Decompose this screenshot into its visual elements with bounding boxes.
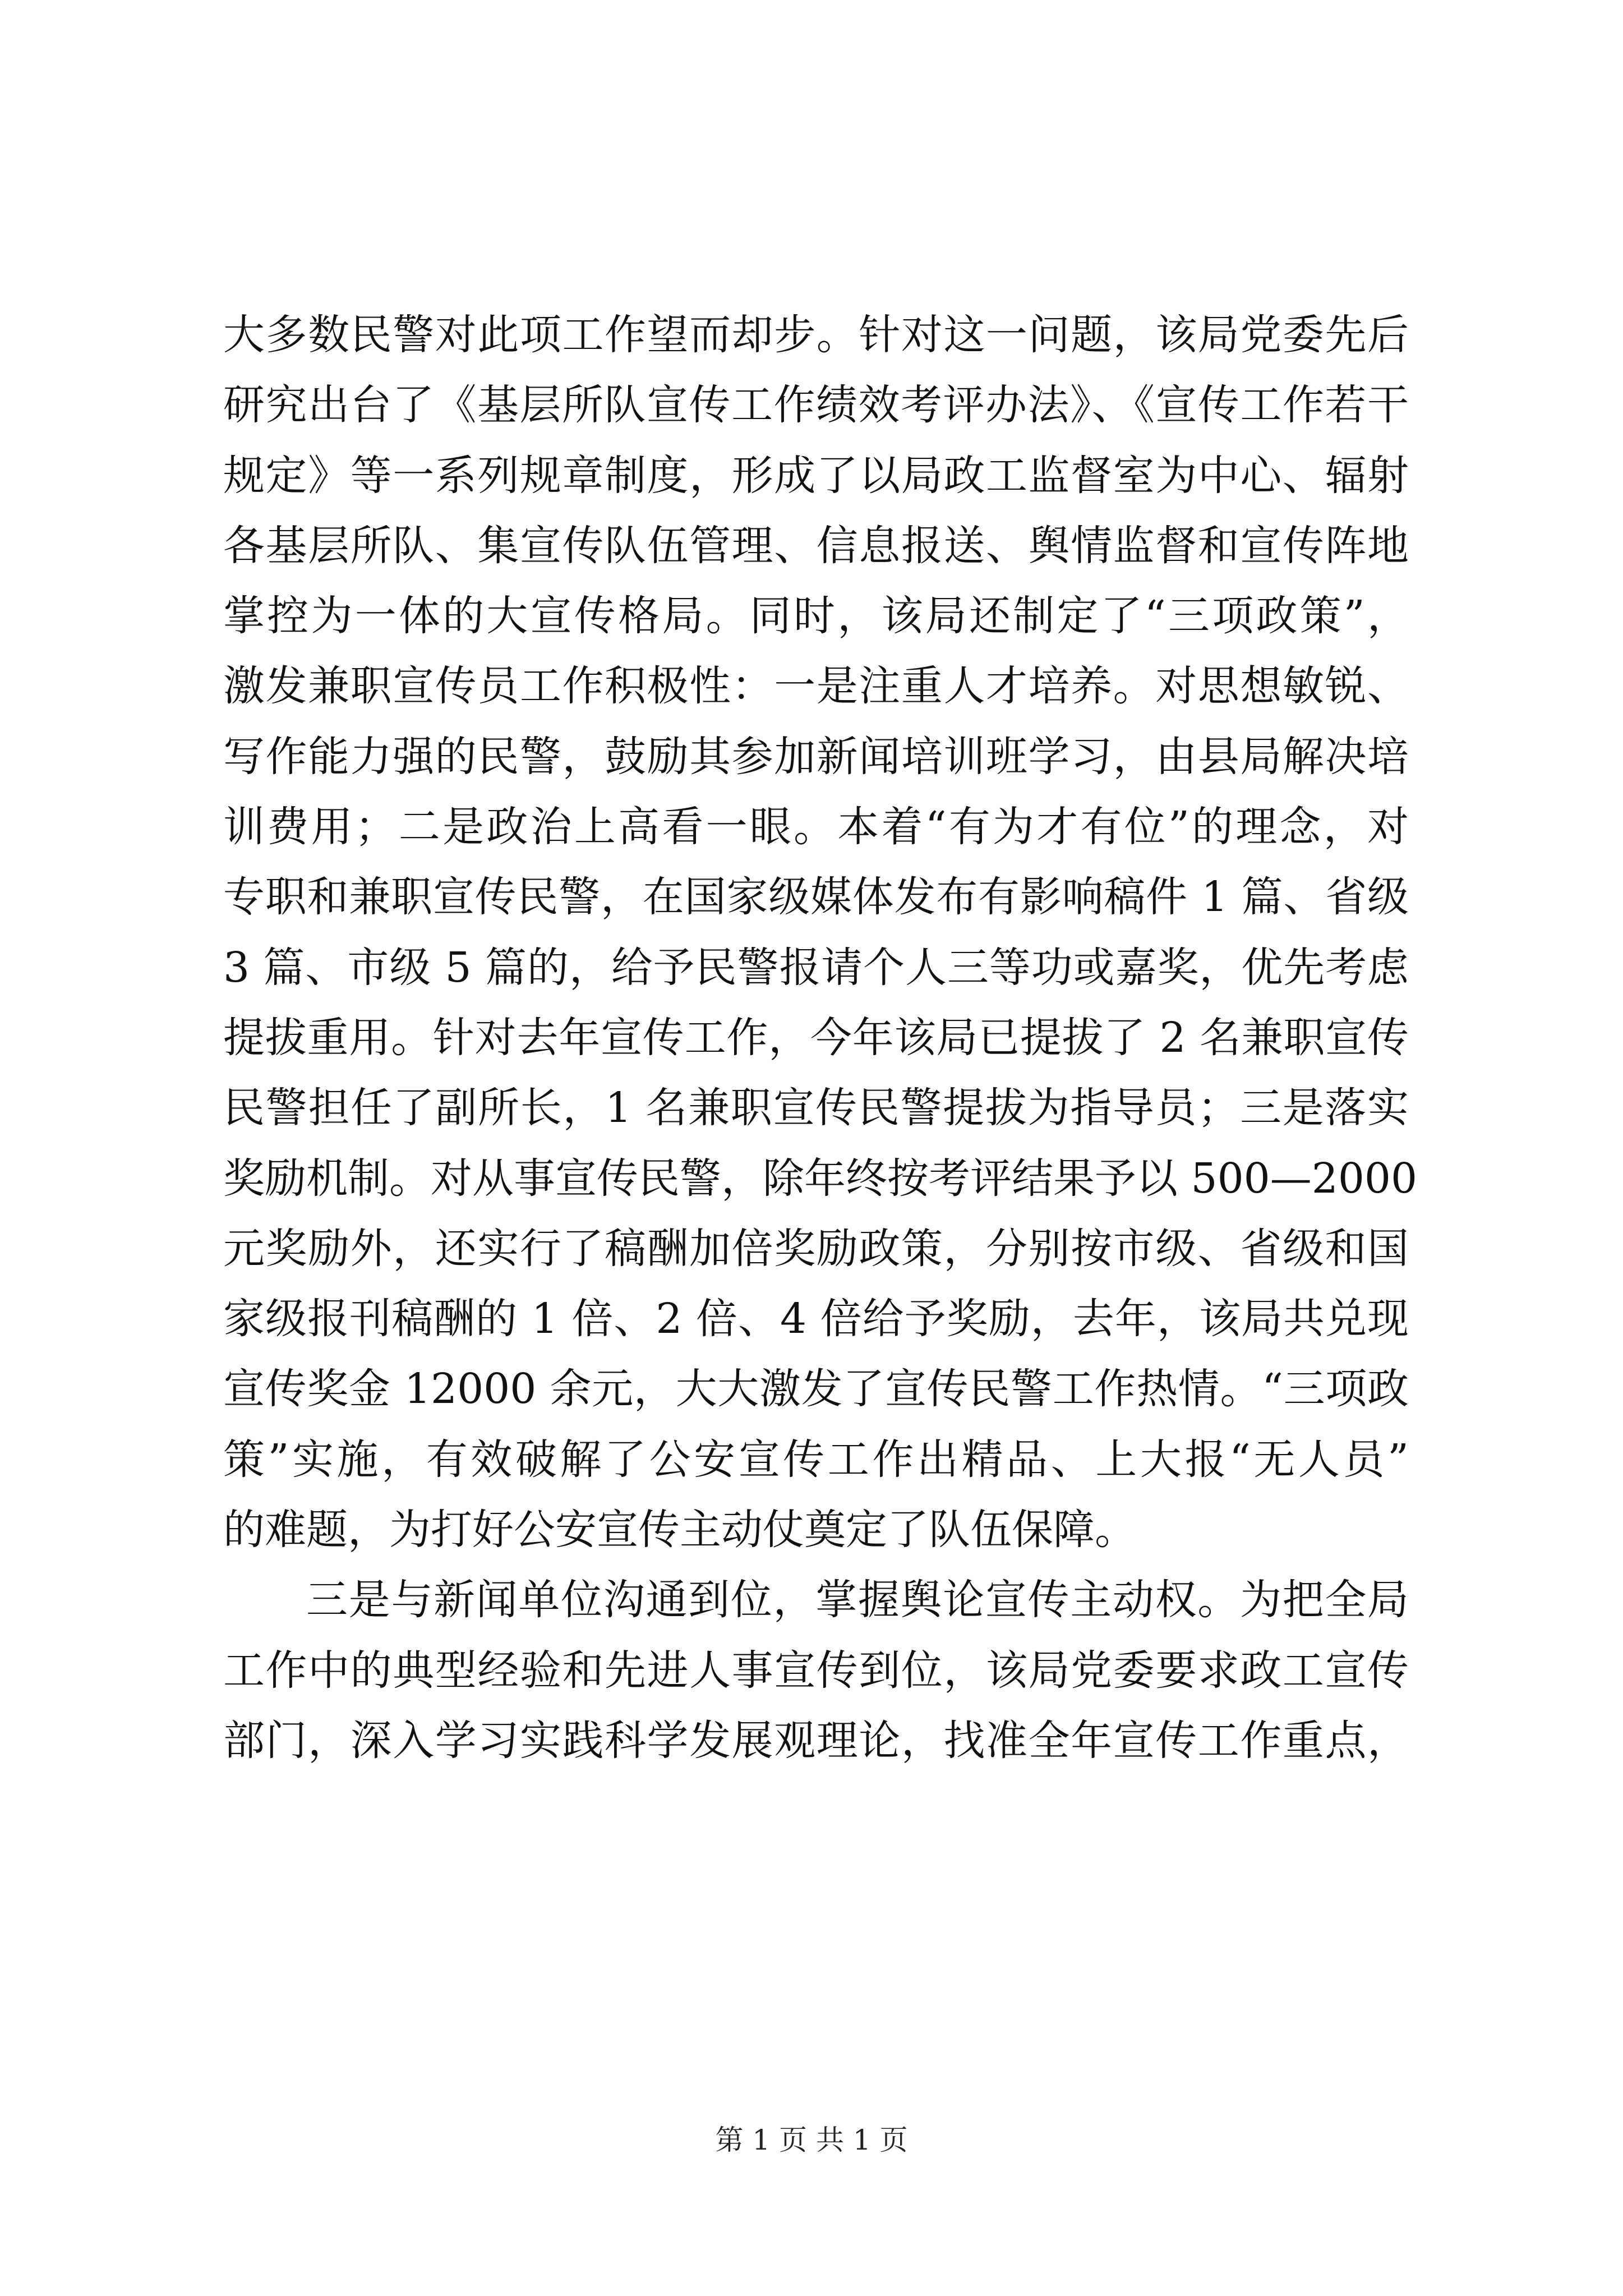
body-text [223, 300, 1418, 1776]
text-line: 策”实施，有效破解了公安宣传工作出精品、上大报“无人员” [223, 1435, 1409, 1484]
text-line: 训费用；二是政治上高看一眼。本着“有为才有位”的理念，对 [223, 803, 1409, 852]
text-line: 激发兼职宣传员工作积极性：一是注重人才培养。对思想敏锐、 [223, 662, 1409, 711]
page-number-footer: 第 1 页 共 1 页 [715, 2124, 908, 2156]
text-line: 规定》等一系列规章制度，形成了以局政工监督室为中心、辐射 [223, 451, 1409, 500]
text-line: 的难题，为打好公安宣传主动仗奠定了队伍保障。 [223, 1506, 1136, 1554]
text-line: 3 篇、市级 5 篇的，给予民警报请个人三等功或嘉奖，优先考虑 [223, 943, 1409, 992]
text-line: 部门，深入学习实践科学发展观理论，找准全年宣传工作重点， [223, 1716, 1409, 1765]
text-line: 民警担任了副所长，1 名兼职宣传民警提拔为指导员；三是落实 [223, 1084, 1409, 1133]
text-line: 专职和兼职宣传民警，在国家级媒体发布有影响稿件 1 篇、省级 [223, 873, 1409, 922]
text-line: 写作能力强的民警，鼓励其参加新闻培训班学习，由县局解决培 [223, 732, 1409, 781]
text-line: 元奖励外，还实行了稿酬加倍奖励政策，分别按市级、省级和国 [223, 1224, 1409, 1273]
text-line: 提拔重用。针对去年宣传工作，今年该局已提拔了 2 名兼职宣传 [223, 1013, 1409, 1062]
text-line: 奖励机制。对从事宣传民警，除年终按考评结果予以 500—2000 [223, 1154, 1418, 1203]
text-line: 各基层所队、集宣传队伍管理、信息报送、舆情监督和宣传阵地 [223, 521, 1409, 570]
text-line: 大多数民警对此项工作望而却步。针对这一问题，该局党委先后 [223, 311, 1409, 359]
text-line: 研究出台了《基层所队宣传工作绩效考评办法》、《宣传工作若干 [223, 381, 1409, 430]
text-line: 掌控为一体的大宣传格局。同时，该局还制定了“三项政策”， [223, 592, 1409, 641]
paragraph-start-line: 三是与新闻单位沟通到位，掌握舆论宣传主动权。为把全局 [306, 1576, 1409, 1625]
text-line: 工作中的典型经验和先进人事宣传到位，该局党委要求政工宣传 [223, 1646, 1409, 1695]
text-line: 家级报刊稿酬的 1 倍、2 倍、4 倍给予奖励，去年，该局共兑现 [223, 1295, 1409, 1343]
text-line: 宣传奖金 12000 余元，大大激发了宣传民警工作热情。“三项政 [223, 1365, 1409, 1414]
